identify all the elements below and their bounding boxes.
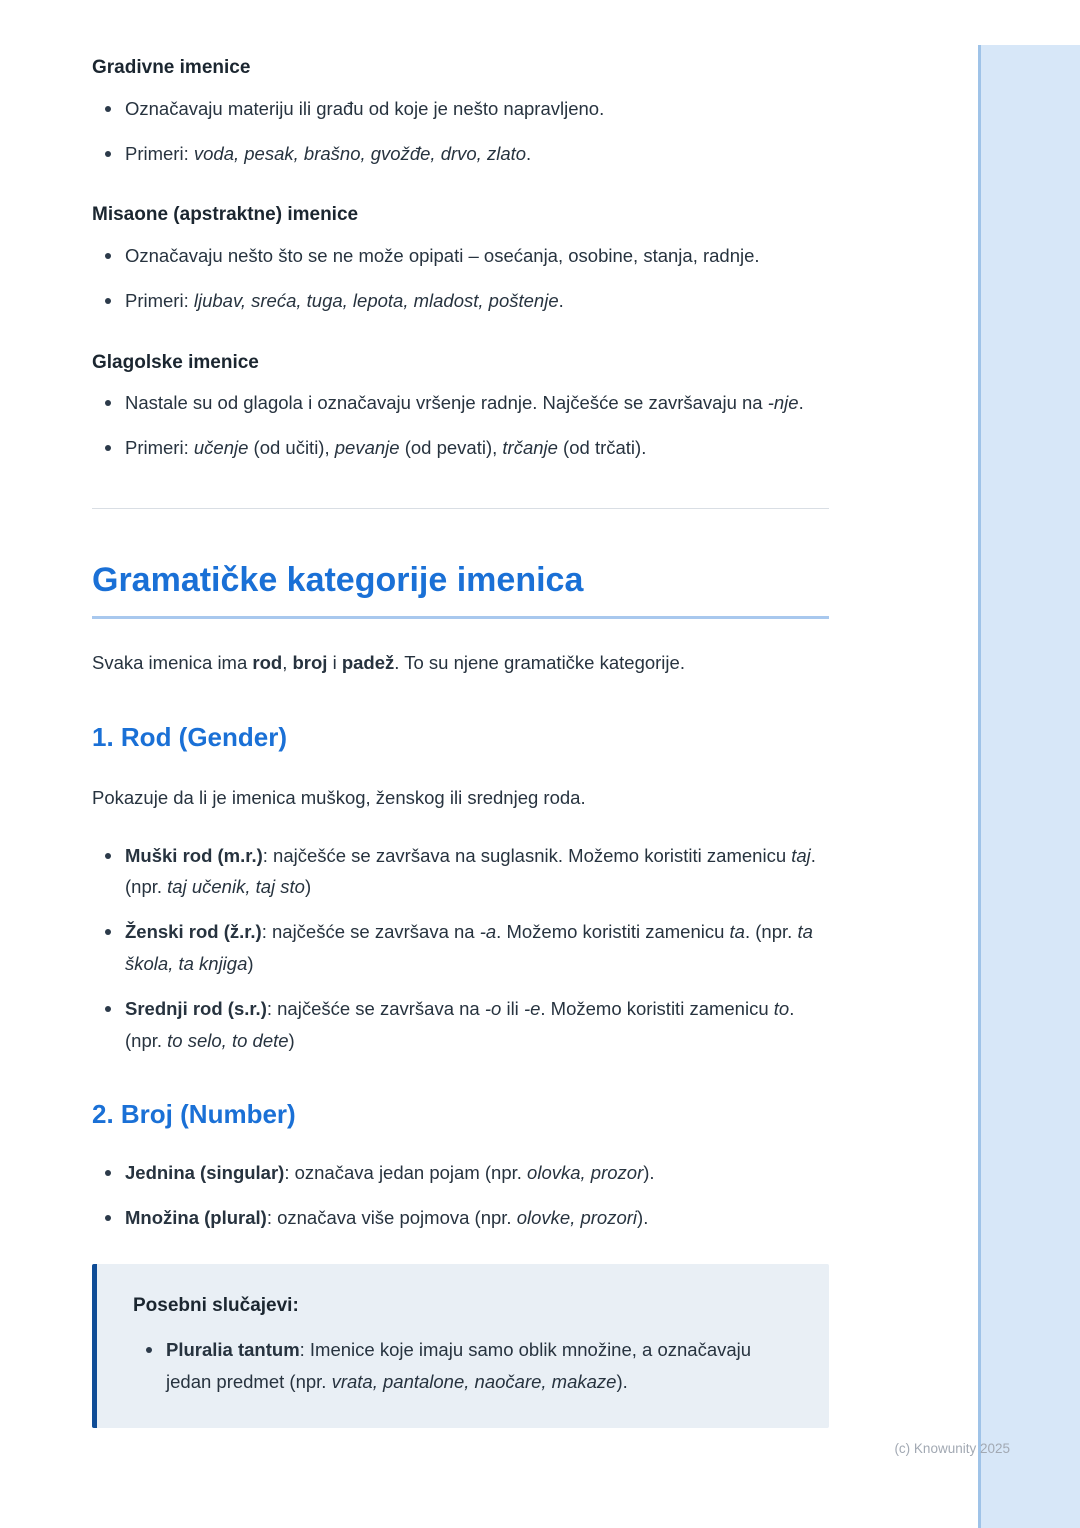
noun-type-list-gradivne (92, 93, 829, 170)
list-item-text: Označavaju materiju ili građu od koje je nešto napravljeno. (125, 97, 605, 119)
document-body (92, 0, 829, 1428)
noun-type-heading-misaone: Misaone (apstraktne) imenice (92, 204, 359, 226)
special-cases-callout (92, 1264, 829, 1428)
noun-type-list-glagolske (92, 387, 829, 464)
callout-list (133, 1334, 789, 1398)
list-item-text: Ženski rod (ž.r.): najčešće se završava na -a. Možemo koristiti zamenicu ta. (npr. ta škola, ta knjiga) (125, 921, 813, 974)
list-item-text: Primeri: voda, pesak, brašno, gvožđe, drvo, zlato. (125, 142, 532, 164)
list-item-text: Primeri: učenje (od učiti), pevanje (od pevati), trčanje (od trčati). (125, 437, 647, 459)
main-intro: Svaka imenica ima rod, broj i padež. To su njene gramatičke kategorije. (92, 652, 685, 674)
noun-type-heading-gradivne: Gradivne imenice (92, 57, 251, 78)
list-item (92, 1202, 829, 1234)
section-divider (92, 508, 829, 509)
list-item-text: Srednji rod (s.r.): najčešće se završava na -o ili -e. Možemo koristiti zamenicu to. (npr. to selo, to dete) (125, 997, 795, 1051)
list-item (92, 840, 829, 904)
list-item-text: Primeri: ljubav, sreća, tuga, lepota, mladost, poštenje. (125, 289, 564, 311)
list-item (92, 1157, 829, 1189)
list-item (92, 993, 829, 1057)
list-item (92, 432, 829, 464)
list-item (92, 240, 829, 272)
list-item (92, 387, 829, 419)
list-item (133, 1334, 789, 1398)
list-item-text: Jednina (singular): označava jedan pojam (npr. olovka, prozor). (125, 1161, 655, 1183)
broj-list (92, 1157, 829, 1234)
list-item-text: Označavaju nešto što se ne može opipati – osećanja, osobine, stanja, radnje. (125, 245, 760, 266)
subsection-title-rod: 1. Rod (Gender) (92, 722, 288, 753)
noun-type-list-misaone (92, 240, 829, 317)
list-item-text: Muški rod (m.r.): najčešće se završava na suglasnik. Možemo koristiti zamenicu taj. (npr. taj učenik, taj sto) (125, 844, 816, 898)
right-page-edge (978, 45, 1080, 1528)
rod-list (92, 840, 829, 1057)
copyright-note: (c) Knowunity 2025 (894, 1441, 1010, 1456)
callout-heading: Posebni slučajevi: (133, 1294, 299, 1316)
list-item (92, 285, 829, 317)
main-title: Gramatičke kategorije imenica (92, 559, 829, 620)
rod-intro: Pokazuje da li je imenica muškog, ženskog ili srednjeg roda. (92, 786, 586, 808)
list-item (92, 93, 829, 125)
list-item-text: Pluralia tantum: Imenice koje imaju samo oblik množine, a označavaju jedan predmet (npr. vrata, pantalone, naočare, makaze). (166, 1339, 752, 1393)
list-item (92, 916, 829, 980)
list-item-text: Nastale su od glagola i označavaju vršenje radnje. Najčešće se završavaju na -nje. (125, 392, 804, 414)
list-item (92, 138, 829, 170)
subsection-title-broj: 2. Broj (Number) (92, 1099, 296, 1130)
list-item-text: Množina (plural): označava više pojmova (npr. olovke, prozori). (125, 1206, 649, 1228)
noun-type-heading-glagolske: Glagolske imenice (92, 351, 259, 373)
